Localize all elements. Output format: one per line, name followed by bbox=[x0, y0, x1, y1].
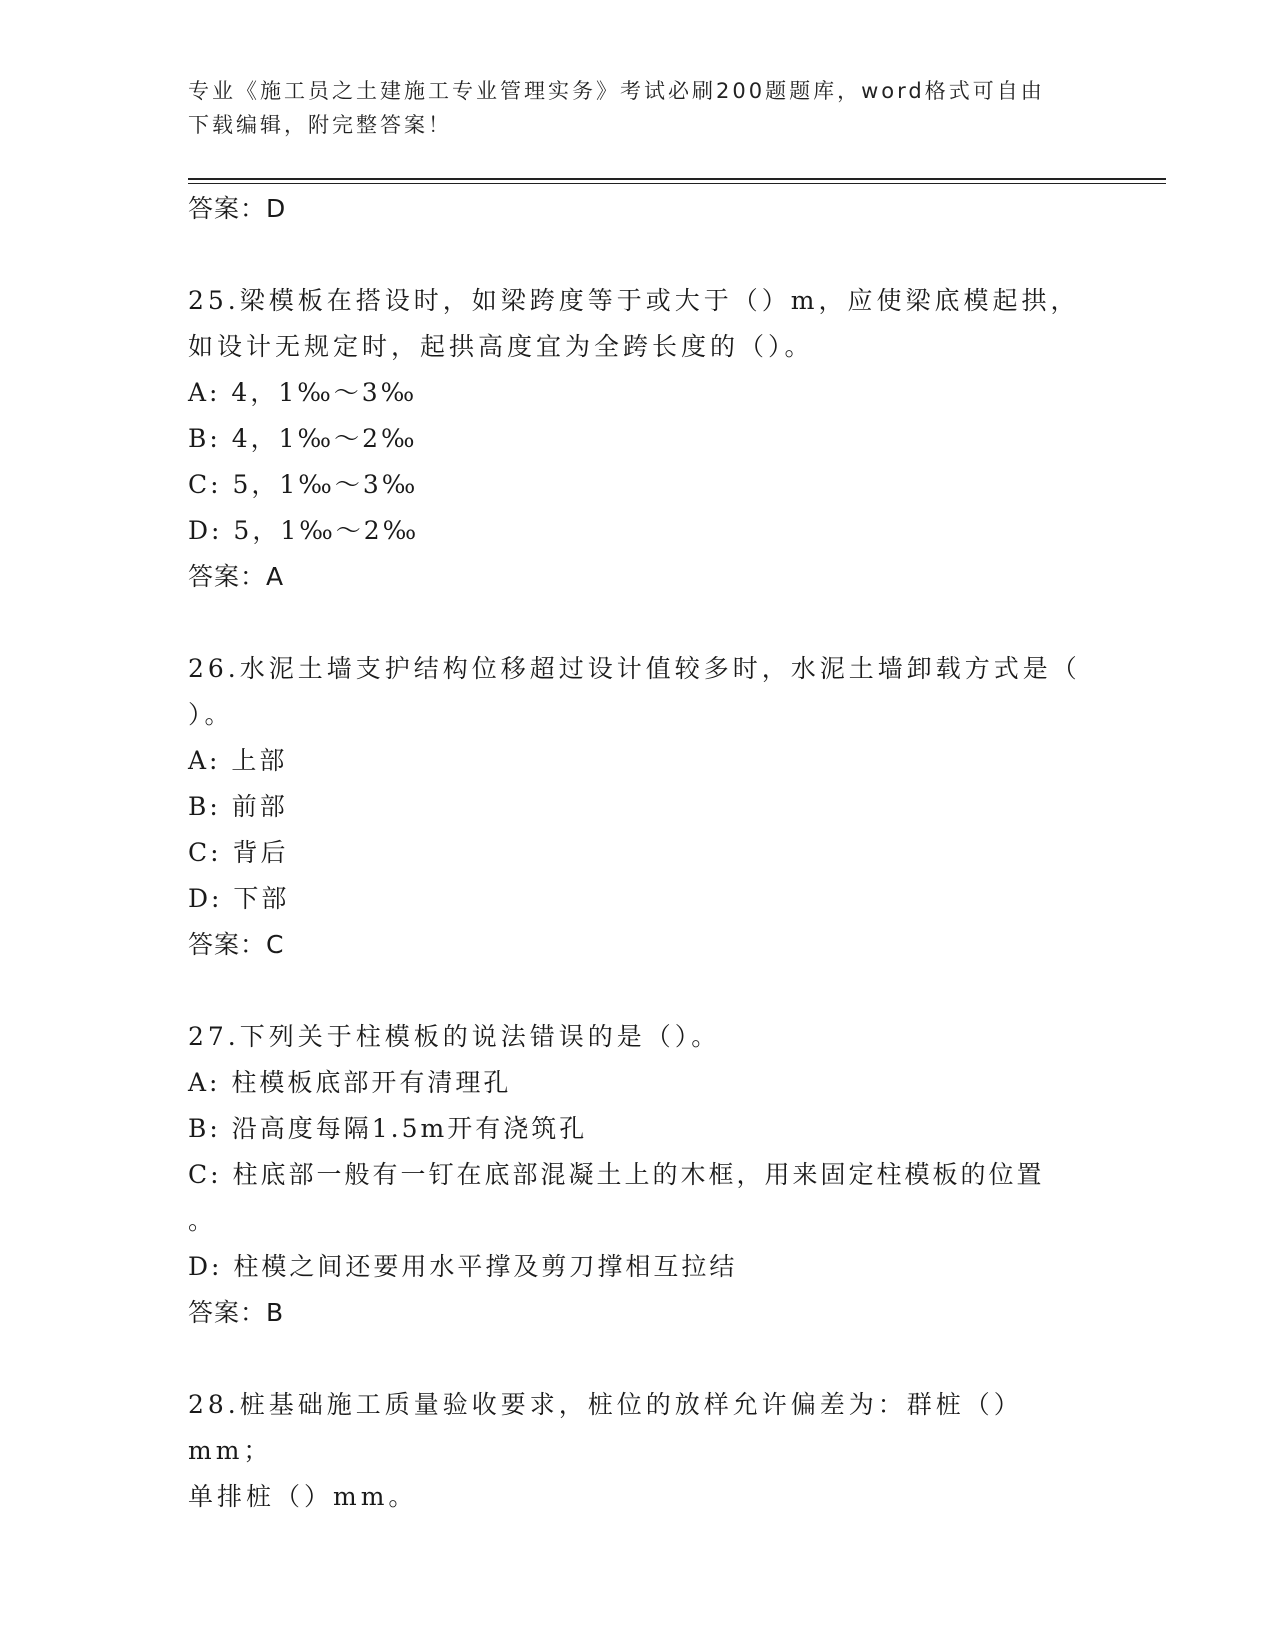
header-divider-thin bbox=[188, 183, 1166, 184]
document-header bbox=[188, 74, 1088, 142]
answer-line: 答案：B bbox=[188, 1298, 285, 1327]
option-b: B: 前部 bbox=[188, 792, 288, 821]
document-body bbox=[188, 186, 1088, 1520]
question-stem-line: 如设计无规定时，起拱高度宜为全跨长度的（）。 bbox=[188, 332, 814, 361]
question-26 bbox=[188, 646, 1088, 968]
question-stem-line: 单排桩（）mm。 bbox=[188, 1482, 418, 1511]
option-c-continuation: 。 bbox=[188, 1206, 217, 1235]
previous-answer: 答案：D bbox=[188, 194, 287, 223]
header-divider-thick bbox=[188, 178, 1166, 180]
question-stem-line: 28.桩基础施工质量验收要求，桩位的放样允许偏差为：群桩（）mm； bbox=[188, 1390, 1023, 1465]
question-27 bbox=[188, 1014, 1088, 1336]
header-line-2: 下载编辑，附完整答案！ bbox=[188, 113, 452, 137]
option-b: B: 4，1‰～2‰ bbox=[188, 424, 418, 453]
option-c: C: 5，1‰～3‰ bbox=[188, 470, 419, 499]
option-b: B: 沿高度每隔1.5m开有浇筑孔 bbox=[188, 1114, 588, 1143]
question-stem-line: 25.梁模板在搭设时，如梁跨度等于或大于（）m，应使梁底模起拱， bbox=[188, 286, 1080, 315]
question-25 bbox=[188, 278, 1088, 600]
question-28 bbox=[188, 1382, 1088, 1520]
option-d: D: 柱模之间还要用水平撑及剪刀撑相互拉结 bbox=[188, 1252, 738, 1281]
option-a: A: 柱模板底部开有清理孔 bbox=[188, 1068, 512, 1097]
answer-line: 答案：A bbox=[188, 562, 285, 591]
option-a: A: 4，1‰～3‰ bbox=[188, 378, 418, 407]
option-c: C: 背后 bbox=[188, 838, 289, 867]
option-a: A: 上部 bbox=[188, 746, 288, 775]
option-c: C: 柱底部一般有一钉在底部混凝土上的木框，用来固定柱模板的位置 bbox=[188, 1160, 1045, 1189]
question-stem-line: 27.下列关于柱模板的说法错误的是（）。 bbox=[188, 1022, 721, 1051]
option-d: D: 下部 bbox=[188, 884, 290, 913]
question-stem-line: ）。 bbox=[188, 700, 234, 729]
header-line-1: 专业《施工员之土建施工专业管理实务》考试必刷200题题库，word格式可自由 bbox=[188, 79, 1045, 103]
question-stem-line: 26.水泥土墙支护结构位移超过设计值较多时，水泥土墙卸载方式是（ bbox=[188, 654, 1081, 683]
answer-line: 答案：C bbox=[188, 930, 285, 959]
option-d: D: 5，1‰～2‰ bbox=[188, 516, 420, 545]
